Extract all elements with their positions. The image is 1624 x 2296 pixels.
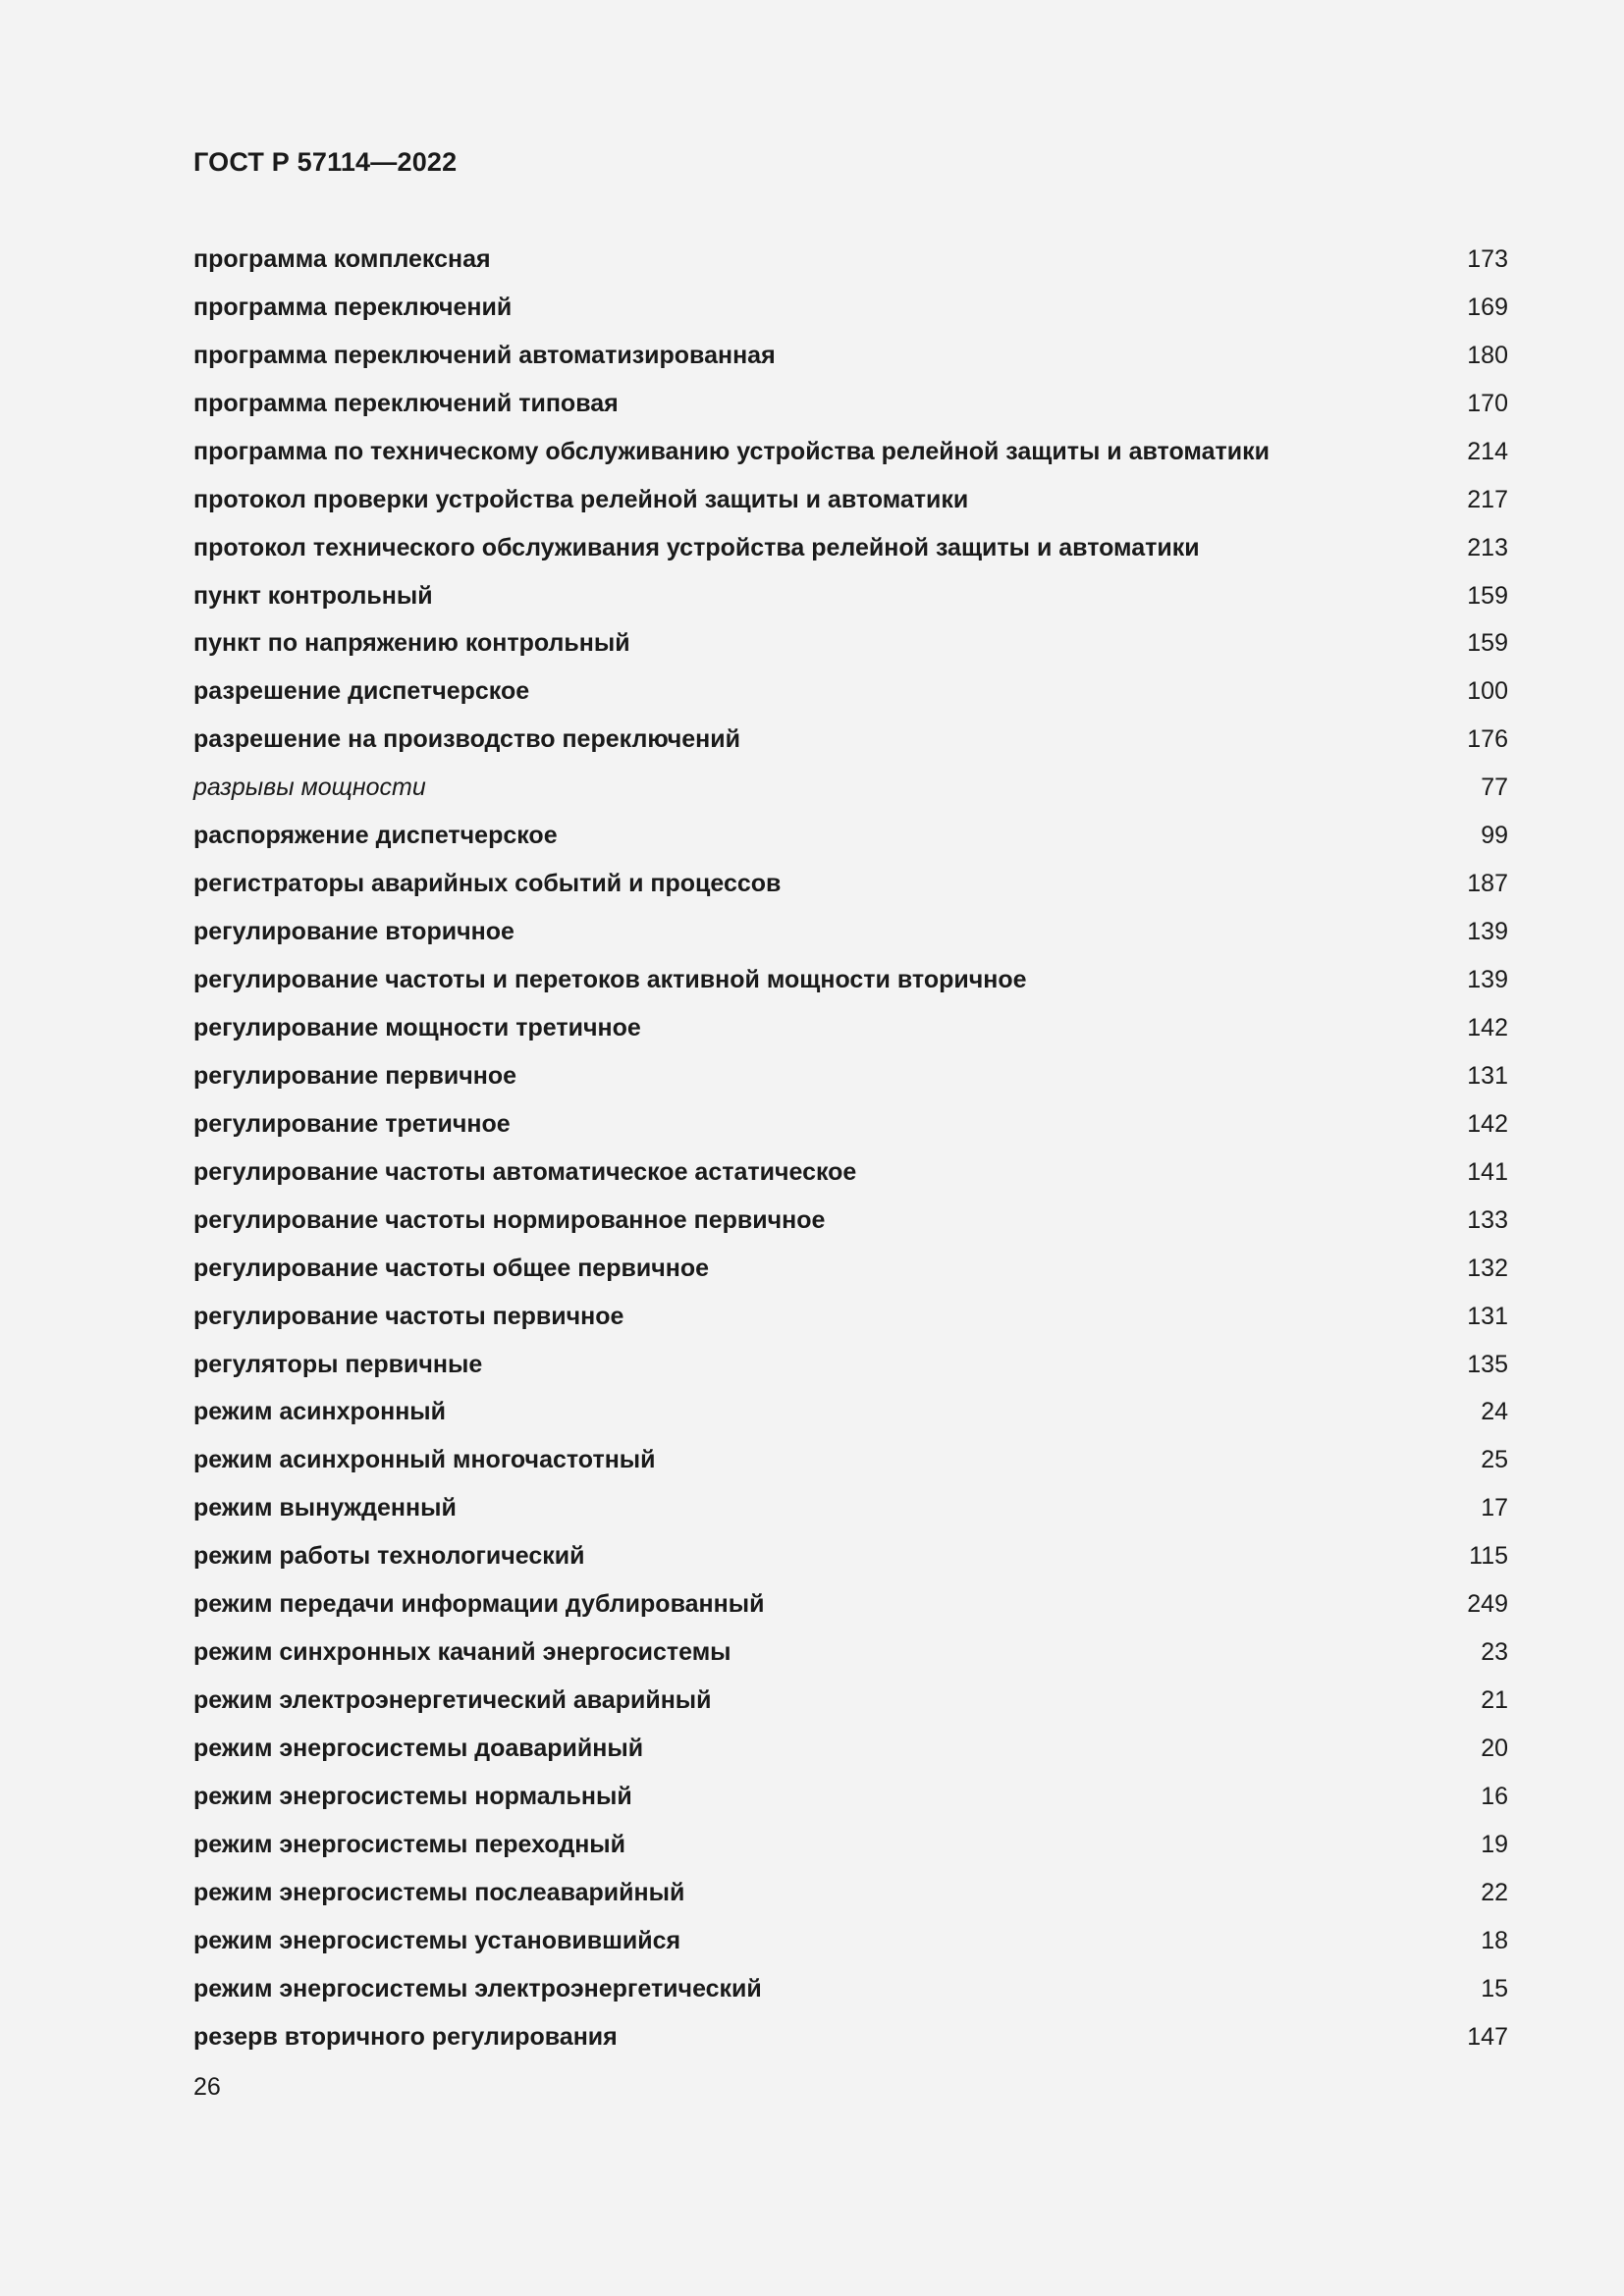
index-page-ref: 15 [1481, 1974, 1508, 2002]
index-term: регулирование вторичное [193, 918, 514, 946]
index-entry [193, 572, 1508, 620]
index-page-ref: 115 [1469, 1542, 1508, 1571]
index-entry [193, 1725, 1508, 1773]
index-page-ref: 99 [1481, 822, 1508, 850]
index-entry [193, 1148, 1508, 1197]
index-page-ref: 139 [1467, 966, 1508, 994]
index-term: регулирование первичное [193, 1061, 517, 1090]
index-entry [193, 476, 1508, 524]
index-page-ref: 20 [1481, 1735, 1508, 1763]
index-entry [193, 1052, 1508, 1100]
index-entry [193, 2013, 1508, 2061]
index-page-ref: 142 [1467, 1013, 1508, 1041]
index-entry [193, 1869, 1508, 1917]
index-term: режим энергосистемы переходный [193, 1830, 626, 1858]
index-page-ref: 17 [1481, 1494, 1508, 1522]
index-page-ref: 16 [1481, 1782, 1508, 1810]
index-entry [193, 716, 1508, 764]
index-page-ref: 187 [1467, 870, 1508, 898]
index-page-ref: 23 [1481, 1638, 1508, 1667]
index-term: регулирование частоты общее первичное [193, 1254, 709, 1282]
index-entry [193, 1773, 1508, 1821]
index-term: разрешение диспетчерское [193, 677, 530, 706]
index-entry [193, 1677, 1508, 1725]
index-entry [193, 1821, 1508, 1869]
index-entry [193, 1965, 1508, 2013]
index-term: пункт по напряжению контрольный [193, 629, 630, 658]
index-term: распоряжение диспетчерское [193, 822, 558, 850]
index-term: программа переключений автоматизированная [193, 341, 776, 369]
index-entry [193, 956, 1508, 1004]
index-entry [193, 1917, 1508, 1965]
index-page-ref: 217 [1467, 485, 1508, 513]
index-term: регистраторы аварийных событий и процессов [193, 870, 782, 898]
index-term: резерв вторичного регулирования [193, 2022, 618, 2051]
index-page-ref: 176 [1467, 725, 1508, 754]
index-term: регулирование частоты первичное [193, 1302, 624, 1330]
index-page-ref: 142 [1467, 1109, 1508, 1138]
index-entry [193, 1389, 1508, 1437]
index-page-ref: 180 [1467, 341, 1508, 369]
index-entry [193, 428, 1508, 476]
index-term: разрывы мощности [193, 774, 426, 802]
index-entry [193, 1100, 1508, 1148]
index-term: разрешение на производство переключений [193, 725, 740, 754]
index-entry [193, 1341, 1508, 1389]
index-term: программа комплексная [193, 244, 491, 273]
index-entry [193, 812, 1508, 860]
index-term: режим вынужденный [193, 1494, 457, 1522]
index-page-ref: 77 [1481, 774, 1508, 802]
index-entry [193, 284, 1508, 332]
index-term: режим электроэнергетический аварийный [193, 1686, 712, 1715]
index-page-ref: 22 [1481, 1878, 1508, 1906]
index-entry [193, 1629, 1508, 1677]
index-term: программа по техническому обслуживанию устройства релейной защиты и автоматики [193, 437, 1270, 465]
index-page-ref: 159 [1467, 629, 1508, 658]
index-page-ref: 159 [1467, 581, 1508, 610]
index-term: регулирование мощности третичное [193, 1013, 641, 1041]
index-term: режим асинхронный многочастотный [193, 1446, 656, 1474]
index-term: регулирование третичное [193, 1109, 511, 1138]
index-term: пункт контрольный [193, 581, 433, 610]
index-term: режим энергосистемы установившийся [193, 1926, 681, 1954]
index-entry [193, 1293, 1508, 1341]
index-page-ref: 133 [1467, 1205, 1508, 1234]
index-term: режим энергосистемы электроэнергетический [193, 1974, 762, 2002]
index-entry [193, 236, 1508, 284]
index-entry [193, 908, 1508, 956]
index-term: режим энергосистемы послеаварийный [193, 1878, 685, 1906]
index-page-ref: 131 [1467, 1061, 1508, 1090]
index-term: режим энергосистемы доаварийный [193, 1735, 644, 1763]
index-entry [193, 1245, 1508, 1293]
index-page-ref: 18 [1481, 1926, 1508, 1954]
index-page-ref: 213 [1467, 533, 1508, 561]
index-term: протокол проверки устройства релейной защиты и автоматики [193, 485, 969, 513]
index-entry [193, 764, 1508, 812]
index-term: режим синхронных качаний энергосистемы [193, 1638, 731, 1667]
page-number: 26 [193, 2073, 221, 2101]
index-entry [193, 380, 1508, 428]
index-page-ref: 135 [1467, 1350, 1508, 1378]
index-term: программа переключений [193, 293, 513, 321]
index-page-ref: 21 [1481, 1686, 1508, 1715]
index-page-ref: 139 [1467, 918, 1508, 946]
index-entry [193, 1197, 1508, 1245]
index-entry [193, 332, 1508, 380]
index-term: регулирование частоты и перетоков активной мощности вторичное [193, 966, 1027, 994]
index-term: программа переключений типовая [193, 389, 619, 417]
index-page-ref: 249 [1467, 1590, 1508, 1619]
index-entry [193, 1004, 1508, 1052]
index-term: регулирование частоты автоматическое астатическое [193, 1157, 857, 1186]
index-term: регуляторы первичные [193, 1350, 483, 1378]
index-term: режим энергосистемы нормальный [193, 1782, 632, 1810]
index-entry [193, 1532, 1508, 1580]
index-page-ref: 141 [1467, 1157, 1508, 1186]
index-term: протокол технического обслуживания устройства релейной защиты и автоматики [193, 533, 1200, 561]
index-page-ref: 25 [1481, 1446, 1508, 1474]
index-entry [193, 1484, 1508, 1532]
index-page-ref: 24 [1481, 1398, 1508, 1426]
index-page-ref: 214 [1467, 437, 1508, 465]
index-entry [193, 860, 1508, 908]
index-entry [193, 1436, 1508, 1484]
index-list [193, 236, 1508, 2061]
index-page-ref: 19 [1481, 1830, 1508, 1858]
index-entry [193, 667, 1508, 716]
index-term: режим асинхронный [193, 1398, 447, 1426]
index-page-ref: 132 [1467, 1254, 1508, 1282]
index-page-ref: 131 [1467, 1302, 1508, 1330]
index-entry [193, 1580, 1508, 1629]
index-term: режим работы технологический [193, 1542, 585, 1571]
index-term: режим передачи информации дублированный [193, 1590, 765, 1619]
index-entry [193, 524, 1508, 572]
document-header: ГОСТ Р 57114—2022 [193, 147, 458, 177]
index-entry [193, 620, 1508, 668]
index-page-ref: 173 [1467, 244, 1508, 273]
index-page-ref: 169 [1467, 293, 1508, 321]
index-term: регулирование частоты нормированное первичное [193, 1205, 826, 1234]
index-page-ref: 100 [1467, 677, 1508, 706]
index-page-ref: 170 [1467, 389, 1508, 417]
index-page-ref: 147 [1467, 2022, 1508, 2051]
